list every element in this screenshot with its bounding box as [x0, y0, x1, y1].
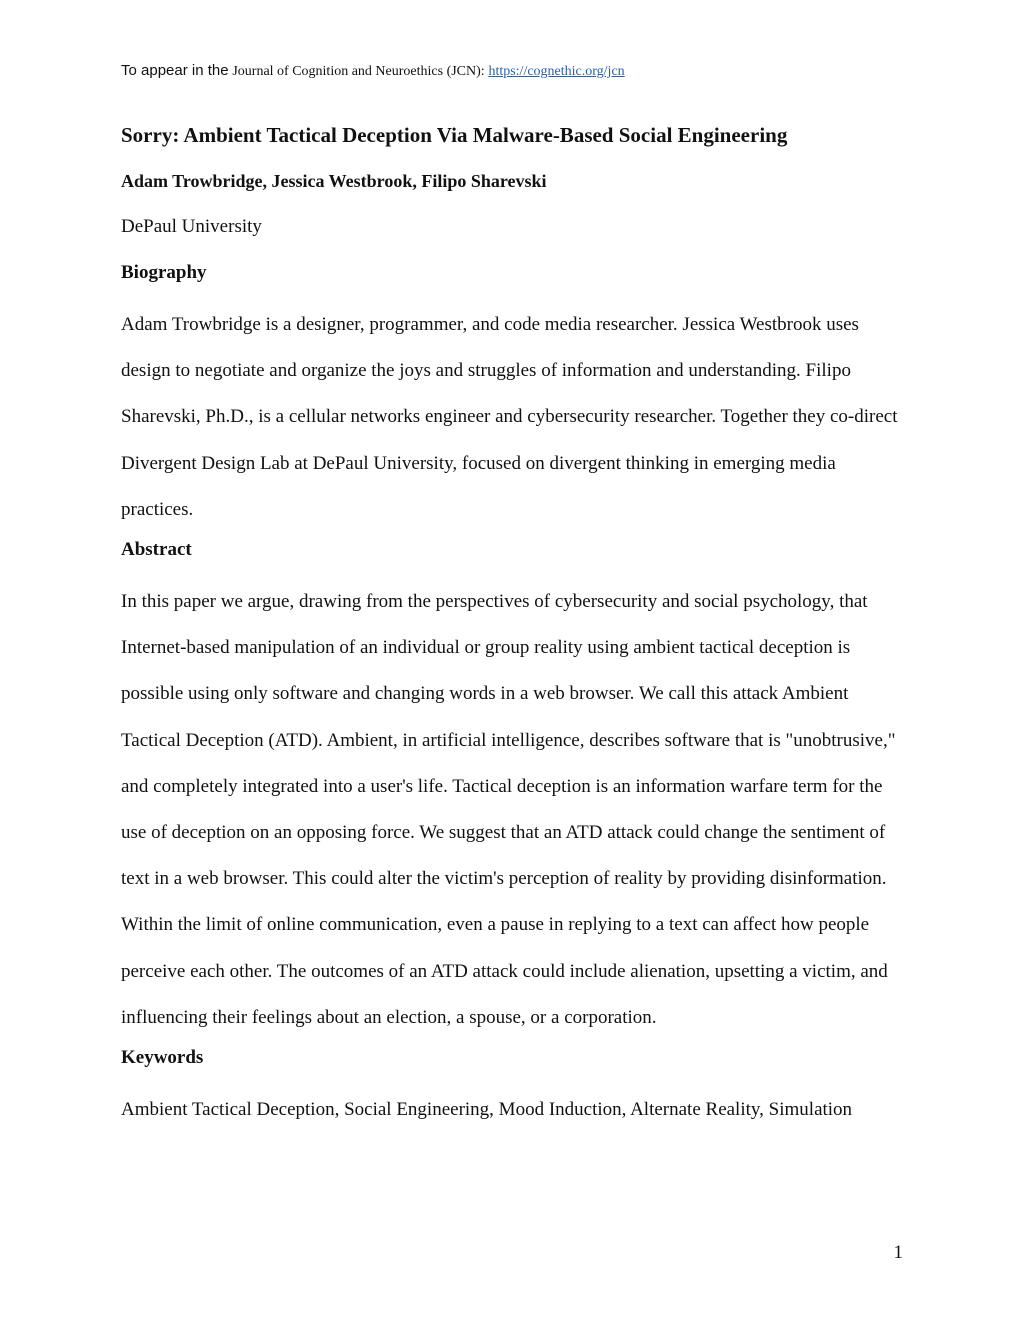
biography-text: Adam Trowbridge is a designer, programmer, and code media researcher. Jessica Westbrook uses design to negotiate and organize the joys and struggles of information and understanding. Filipo Sharevski, Ph.D., is a cellular networks engineer and cybersecurity researcher. Together they co-direct Divergent Design Lab at DePaul University, focused on divergent thinking in emerging media practices. [121, 314, 898, 520]
header-prefix: To appear in the [121, 62, 229, 79]
running-header [121, 61, 625, 82]
paper-title: Sorry: Ambient Tactical Deception Via Malware-Based Social Engineering [121, 123, 788, 147]
keywords-heading: Keywords [121, 1047, 204, 1069]
biography-heading: Biography [121, 262, 207, 283]
abstract-text: In this paper we argue, drawing from the perspectives of cybersecurity and social psychology, that Internet-based manipulation of an individual or group reality using ambient tactical deception is possible using only software and changing words in a web browser. We call this attack Ambient Tactical Deception (ATD). Ambient, in artificial intelligence, describes software that is "unobtrusive," and completely integrated into a user's life. Tactical deception is an information warfare term for the use of deception on an opposing force. We suggest that an ATD attack could change the sentiment of text in a web browser. This could alter the victim's perception of reality by providing disinformation. Within the limit of online communication, even a pause in replying to a text can affect how people perceive each other. The outcomes of an ATD attack could include alienation, upsetting a victim, and influencing their feelings about an election, a spouse, or a corporation. [121, 591, 896, 1028]
paper-content [121, 118, 911, 1133]
header-journal: Journal of Cognition and Neuroethics (JCN): [232, 64, 485, 79]
abstract-heading: Abstract [121, 539, 192, 561]
paper-authors: Adam Trowbridge, Jessica Westbrook, Filipo Sharevski [121, 171, 547, 191]
keywords-text: Ambient Tactical Deception, Social Engineering, Mood Induction, Alternate Reality, Simulation [121, 1099, 853, 1121]
paper-affiliation: DePaul University [121, 216, 262, 237]
page-number: 1 [893, 1242, 903, 1263]
journal-link[interactable]: https://cognethic.org/jcn [488, 64, 625, 79]
